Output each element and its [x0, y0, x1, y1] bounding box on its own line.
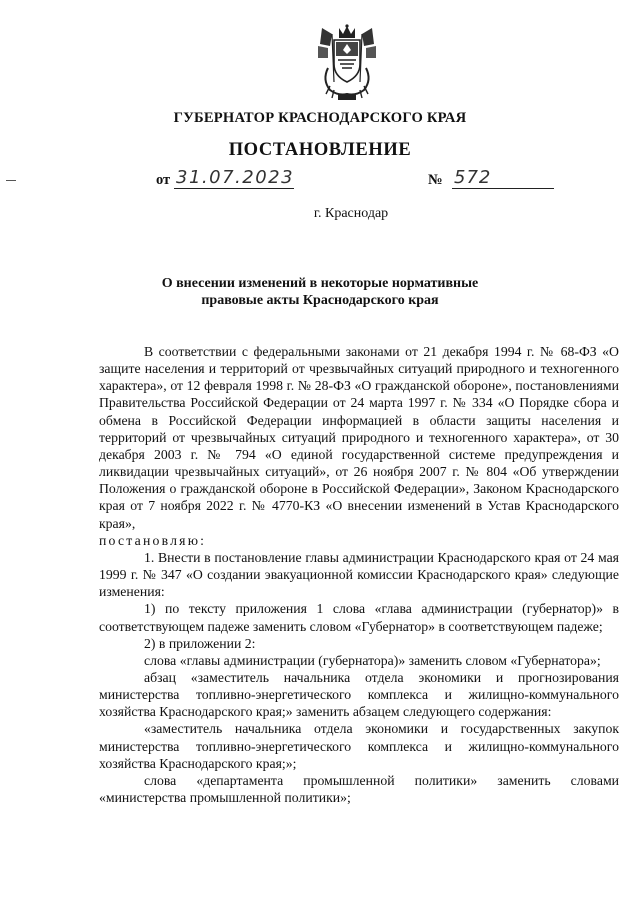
- paragraph-replace-deputy: абзац «заместитель начальника отдела экономики и прогнозирования министерства топливно-энергетического комплекса и жилищно-коммунального хозяйства Краснодарского края;» заменить абзацем следующего содержания:: [99, 669, 619, 720]
- decree-date-field: 31.07.2023: [176, 167, 295, 188]
- decree-number-field: 572: [452, 168, 554, 189]
- preamble-paragraph: В соответствии с федеральными законами от 21 декабря 1994 г. № 68-ФЗ «О защите населения и территорий от чрезвычайных ситуаций природного и техногенного характера», от 12 февраля 1998 г. № 28-ФЗ «О гражданской обороне», постановлениями Правительства Российской Федерации от 24 марта 1997 г. № 334 «О Порядке сбора и обмена в Российской Федерации информацией в области защиты населения и территорий от чрезвычайных ситуаций природного и техногенного характера», от 30 декабря 2003 г. № 794 «О единой государственной системе предупреждения и ликвидации чрезвычайных ситуаций», от 26 ноября 2007 г. № 804 «Об утверждении Положения о гражданской обороне в Российской Федерации», Законом Краснодарского края от 7 ноября 2022 г. № 4770-КЗ «О внесении изменений в Устав Краснодарского края»,: [99, 344, 619, 531]
- paragraph-replace-department: слова «департамента промышленной политики» заменить словами «министерства промышленной политики»;: [99, 772, 619, 806]
- paragraph-new-deputy: «заместитель начальника отдела экономики и государственных закупок министерства топливно-энергетического комплекса и жилищно-коммунального хозяйства Краснодарского края;»;: [99, 721, 619, 771]
- decree-subject-title: [0, 275, 640, 309]
- resolve-word: постановляю:: [99, 532, 207, 548]
- paragraph-subitem-1: 1) по тексту приложения 1 слова «глава администрации (губернатор)» в соответствующем падеже заменить словом «Губернатор» в соответствующем падеже;: [99, 601, 619, 634]
- margin-mark: [6, 180, 16, 181]
- document-type-title: ПОСТАНОВЛЕНИЕ: [228, 140, 412, 160]
- paragraph-item-1: 1. Внести в постановление главы администрации Краснодарского края от 24 мая 1999 г. № 347 «О создании эвакуационной комиссии Краснодарского края» следующие изменения:: [99, 549, 619, 600]
- document-body: [99, 343, 619, 806]
- subject-line-2: правовые акты Краснодарского края: [201, 293, 439, 308]
- authority-title: ГУБЕРНАТОР КРАСНОДАРСКОГО КРАЯ: [173, 110, 467, 126]
- number-sign-label: №: [428, 172, 443, 188]
- city-label: г. Краснодар: [313, 206, 389, 221]
- date-prefix-label: от: [156, 172, 171, 188]
- subject-line-1: О внесении изменений в некоторые нормативные: [161, 276, 479, 291]
- paragraph-subitem-2: 2) в приложении 2:: [144, 635, 256, 651]
- coat-of-arms-emblem: [314, 24, 380, 104]
- paragraph-replace-governor: слова «главы администрации (губернатора)» заменить словом «Губернатора»;: [144, 652, 601, 668]
